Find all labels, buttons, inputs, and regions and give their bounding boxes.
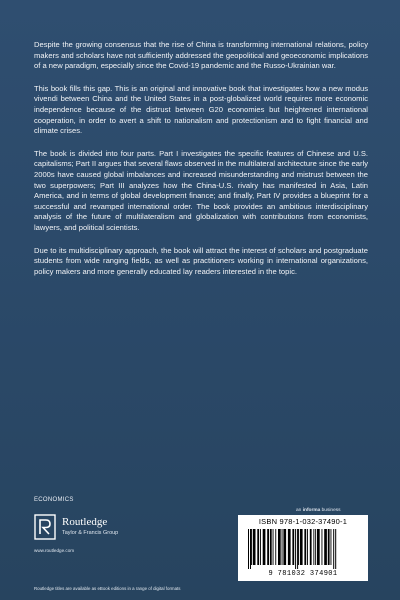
blurb-paragraph-1: Despite the growing consensus that the rise of China is transforming international relations, policy makers and scholars have not sufficiently addressed the geopolitical and geoeconomic implications of a new paradigm, especially since the Covid-19 pandemic and the Russo-Ukrainian war. xyxy=(34,40,368,71)
barcode-icon xyxy=(238,527,368,571)
subject-category: ECONOMICS xyxy=(34,497,74,503)
blurb-text xyxy=(34,40,368,289)
informa-prefix: an xyxy=(296,508,302,513)
blurb-paragraph-4: Due to its multidisciplinary approach, the book will attract the interest of scholars and postgraduate students from wide ranging fields, as well as practitioners working in international organizations, policy makers and more generally educated lay readers interested in the topic. xyxy=(34,245,368,276)
routledge-r-logo-icon xyxy=(34,514,56,540)
publisher-name: Routledge xyxy=(62,516,108,528)
publisher-website: www.routledge.com xyxy=(34,548,75,553)
barcode-digits: 9 781032 374901 xyxy=(268,570,338,578)
ebook-availability-note: Routledge titles are available as eBook editions in a range of digital formats xyxy=(34,586,181,591)
informa-business-tag xyxy=(296,508,341,513)
blurb-paragraph-3: The book is divided into four parts. Part I investigates the specific features of Chinese and U.S. capitalisms; Part II argues that several flaws observed in the multilateral architecture since the early 2000s have caused global imbalances and increased misunderstanding and mistrust between the two superpowers; Part III analyzes how the China-U.S. rivalry has manifested in Asia, Latin America, and in terms of global development finance; and finally, Part IV provides a blueprint for a successful and revamped international order. The book provides an ambitious interdisciplinary analysis of the future of multilateralism and globalization with contributions from economists, lawyers, and political scientists. xyxy=(34,148,368,232)
publisher-group: Taylor & Francis Group xyxy=(62,530,119,536)
informa-suffix: business xyxy=(321,508,341,513)
blurb-paragraph-2: This book fills this gap. This is an original and innovative book that investigates how a new modus vivendi between China and the United States in a post-globalized world requires more economic independence because of the distrust between G20 economies but heightened international cooperation, in order to avert a shift to nationalism and protectionism and to fight financial and climate crises. xyxy=(34,83,368,136)
publisher-logo xyxy=(34,514,184,544)
isbn-barcode-box xyxy=(238,515,368,581)
informa-brand: informa xyxy=(302,508,321,513)
isbn-number: ISBN 978-1-032-37490-1 xyxy=(258,517,348,526)
